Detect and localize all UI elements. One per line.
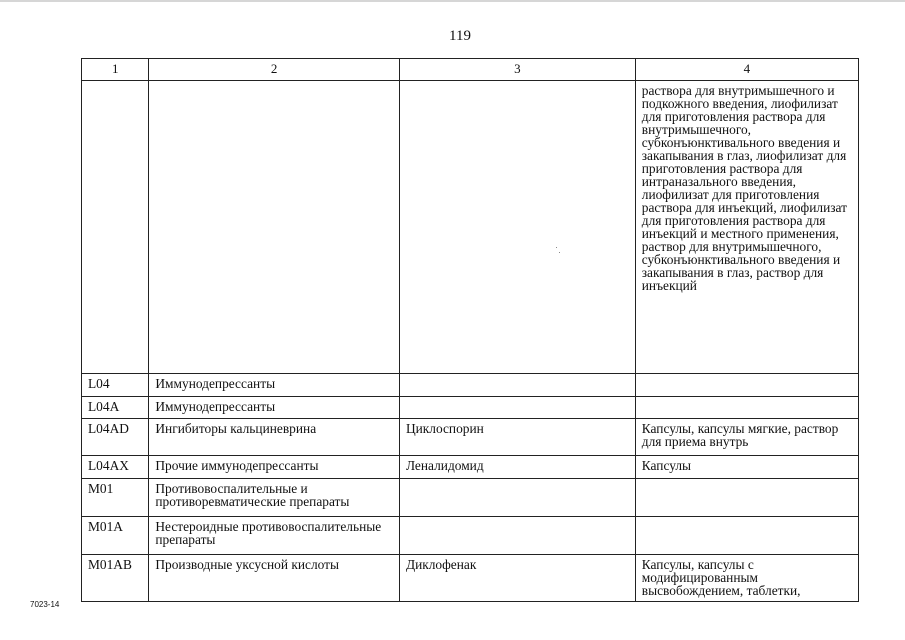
group-name-cell: Противовоспалительные и противоревматические препараты [149,479,400,517]
group-name-cell: Иммунодепрессанты [149,397,400,419]
continuation-group-cell [149,81,400,374]
continuation-code-cell [82,81,149,374]
atc-code-cell: L04AD [82,419,149,456]
substance-cell [399,479,635,517]
substance-cell [399,517,635,555]
page-number: 119 [449,28,471,44]
group-name-cell: Ингибиторы кальциневрина [149,419,400,456]
dosage-forms-cell: Капсулы, капсулы мягкие, раствор для приема внутрь [635,419,858,456]
dosage-forms-cell: Капсулы, капсулы с модифицированным высвобождением, таблетки, [635,555,858,602]
substance-cell [399,397,635,419]
substance-cell: Циклоспорин [399,419,635,456]
scan-speck [556,247,557,248]
column-header-4: 4 [635,59,858,81]
table-row [82,555,859,602]
scan-speck [559,252,560,253]
substance-cell: Леналидомид [399,456,635,479]
atc-code-cell: M01A [82,517,149,555]
dosage-forms-cell [635,517,858,555]
atc-code-cell: L04AX [82,456,149,479]
group-name-cell: Нестероидные противовоспалительные препараты [149,517,400,555]
atc-code-cell: M01AB [82,555,149,602]
continuation-forms-cell: раствора для внутримышечного и подкожного введения, лиофилизат для приготовления раствора для внутримышечного, субконъюнктивального введения и закапывания в глаз, лиофилизат для приготовления раствора для интраназального введения, лиофилизат для приготовления раствора для инъекций, лиофилизат для приготовления раствора для инъекций и местного применения, раствор для внутримышечного, субконъюнктивального введения и закапывания в глаз, раствор для инъекций [635,81,858,374]
group-name-cell: Производные уксусной кислоты [149,555,400,602]
column-header-1: 1 [82,59,149,81]
table-row [82,419,859,456]
dosage-forms-cell: Капсулы [635,456,858,479]
atc-code-cell: L04A [82,397,149,419]
table-header-row [82,59,859,81]
dosage-forms-cell [635,397,858,419]
table-row [82,456,859,479]
column-header-3: 3 [399,59,635,81]
scan-top-edge [0,0,905,2]
atc-code-cell: L04 [82,374,149,397]
table-row [82,517,859,555]
table-row-continuation [82,81,859,374]
table-row [82,397,859,419]
table-row [82,374,859,397]
substance-cell [399,374,635,397]
column-header-2: 2 [149,59,400,81]
table-row [82,479,859,517]
drug-table [81,58,859,602]
atc-code-cell: M01 [82,479,149,517]
group-name-cell: Иммунодепрессанты [149,374,400,397]
dosage-forms-cell [635,374,858,397]
footer-document-code: 7023-14 [30,600,60,609]
continuation-substance-cell [399,81,635,374]
dosage-forms-cell [635,479,858,517]
group-name-cell: Прочие иммунодепрессанты [149,456,400,479]
substance-cell: Диклофенак [399,555,635,602]
